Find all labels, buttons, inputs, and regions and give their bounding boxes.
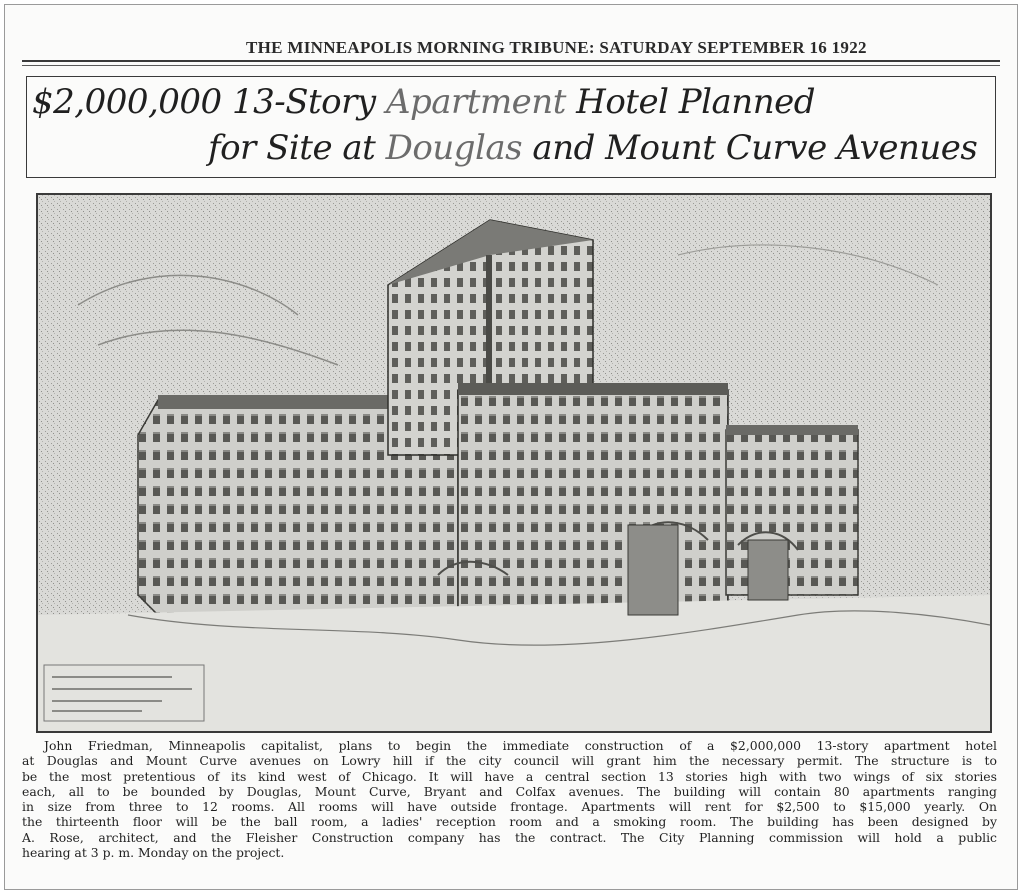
masthead: THE MINNEAPOLIS MORNING TRIBUNE: SATURDAY SEPTEMBER 16 1922 (246, 38, 867, 57)
article-line: in size from three to 12 rooms. All rooms will have outside frontage. Apartments will rent for $2,500 to $15,000 yearly. On (22, 799, 997, 815)
headline-line-2: for Site at Douglas and Mount Curve Avenues (208, 128, 978, 168)
headline-line-1: $2,000,000 13-Story Apartment Hotel Planned (32, 82, 815, 122)
article-line: at Douglas and Mount Curve avenues on Lowry hill if the city council will grant him the necessary permit. The structure is to (22, 753, 997, 769)
article-line: the thirteenth floor will be the ball room, a ladies' reception room and a smoking room. The building has been designed by (22, 814, 997, 830)
article-line: A. Rose, architect, and the Fleisher Construction company has the contract. The City Planning commission will hold a public (22, 829, 997, 845)
article-body (22, 738, 997, 860)
article-line: hearing at 3 p. m. Monday on the project. (22, 845, 285, 861)
article-line: John Friedman, Minneapolis capitalist, plans to begin the immediate construction of a $2,000,000 13-story apartment hotel (44, 738, 997, 753)
masthead-rule-bottom (22, 65, 1000, 66)
article-line: each, all to be bounded by Douglas, Mount Curve, Bryant and Colfax avenues. The building will contain 80 apartments ranging (22, 783, 997, 799)
building-sketch-illustration (36, 193, 992, 733)
article-line: be the most pretentious of its kind west of Chicago. It will have a central section 13 stories high with two wings of six stories (22, 768, 997, 784)
masthead-rule-top (22, 60, 1000, 62)
